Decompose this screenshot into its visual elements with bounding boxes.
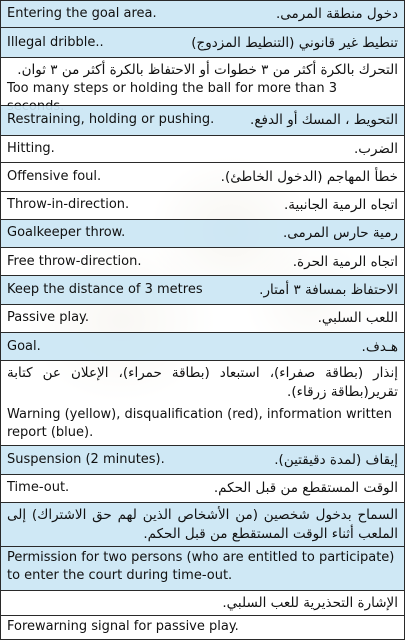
table-row — [1, 305, 404, 333]
row-english-text: Forewarning signal for passive play. — [7, 619, 239, 635]
table-row — [1, 333, 404, 361]
row-arabic-text: اللعب السلبي. — [317, 310, 398, 327]
table-row — [1, 136, 404, 163]
row-english-text: Offensive foul. — [7, 168, 102, 184]
row-arabic-text: إنذار (بطاقة صفراء)، استبعاد (بطاقة حمراء)، الإعلان عن كتابة تقرير(بطاقة زرقاء). — [7, 365, 398, 401]
table-row — [1, 248, 404, 276]
row-arabic-text: رمية حارس المرمى. — [283, 225, 398, 242]
row-arabic-text: تنطيط غير قانوني (التنطيط المزدوج) — [191, 34, 398, 51]
table-row — [1, 1, 404, 28]
table-row — [1, 28, 404, 57]
table-row — [1, 192, 404, 220]
table-row — [1, 475, 404, 503]
row-english-text: Entering the goal area. — [7, 6, 157, 22]
row-arabic-text: الإشارة التحذيرية للعب السلبي. — [222, 595, 398, 612]
row-divider — [1, 546, 404, 547]
row-english-text: Hitting. — [7, 141, 55, 157]
row-arabic-text: اتجاه الرمية الحرة. — [292, 253, 398, 270]
row-arabic-text: الاحتفاظ بمسافة ٣ أمتار. — [259, 282, 398, 299]
row-english-text: Throw-in-direction. — [7, 197, 130, 213]
row-arabic-text: خطأ المهاجم (الدخول الخاطئ). — [220, 168, 398, 185]
row-arabic-text: دخول منطقة المرمى. — [275, 6, 398, 23]
table-row — [1, 163, 404, 191]
row-english-text: Free throw-direction. — [7, 253, 142, 269]
row-arabic-text: السماح بدخول شخصين (من الأشخاص الذين لهم حق الاشتراك) إلى الملعب أثناء الوقت المستقطع من قبل الحكم. — [7, 507, 398, 543]
row-english-text: Keep the distance of 3 metres — [7, 282, 203, 298]
row-arabic-text: التحرك بالكرة أكثر من ٣ خطوات أو الاحتفاظ بالكرة أكثر من ٣ ثوان. — [17, 61, 398, 78]
row-english-text: Permission for two persons (who are entitled to participate) to enter the court during time-out. — [7, 550, 395, 584]
row-english-text: Restraining, holding or pushing. — [7, 112, 215, 128]
table-row — [1, 106, 404, 136]
row-arabic-text: هـدف. — [361, 338, 398, 355]
row-english-text: Warning (yellow), disqualification (red), information written report (blue). — [7, 407, 393, 441]
table-row — [1, 276, 404, 304]
row-english-text: Goal. — [7, 338, 41, 354]
row-english-text: Illegal dribble.. — [7, 34, 104, 50]
row-english-text: Time-out. — [7, 480, 70, 496]
table-row — [1, 361, 404, 446]
row-arabic-text: التحويط ، المسك أو الدفع. — [250, 112, 398, 129]
table-row — [1, 503, 404, 591]
row-arabic-text: اتجاه الرمية الجانبية. — [284, 197, 398, 214]
row-english-text: Passive play. — [7, 310, 90, 326]
row-divider — [1, 615, 404, 616]
row-english-text: Too many steps or holding the ball for more than 3 — [7, 80, 338, 96]
row-english-text: Goalkeeper throw. — [7, 225, 126, 241]
row-english-text: Suspension (2 minutes). — [7, 452, 165, 468]
table-row — [1, 220, 404, 248]
table-row — [1, 446, 404, 474]
table-row — [1, 591, 404, 639]
table-row — [1, 58, 404, 106]
row-arabic-text: إيقاف (لمدة دقيقتين). — [274, 452, 398, 469]
row-arabic-text: الوقت المستقطع من قبل الحكم. — [213, 480, 398, 497]
row-arabic-text: الضرب. — [353, 141, 398, 158]
